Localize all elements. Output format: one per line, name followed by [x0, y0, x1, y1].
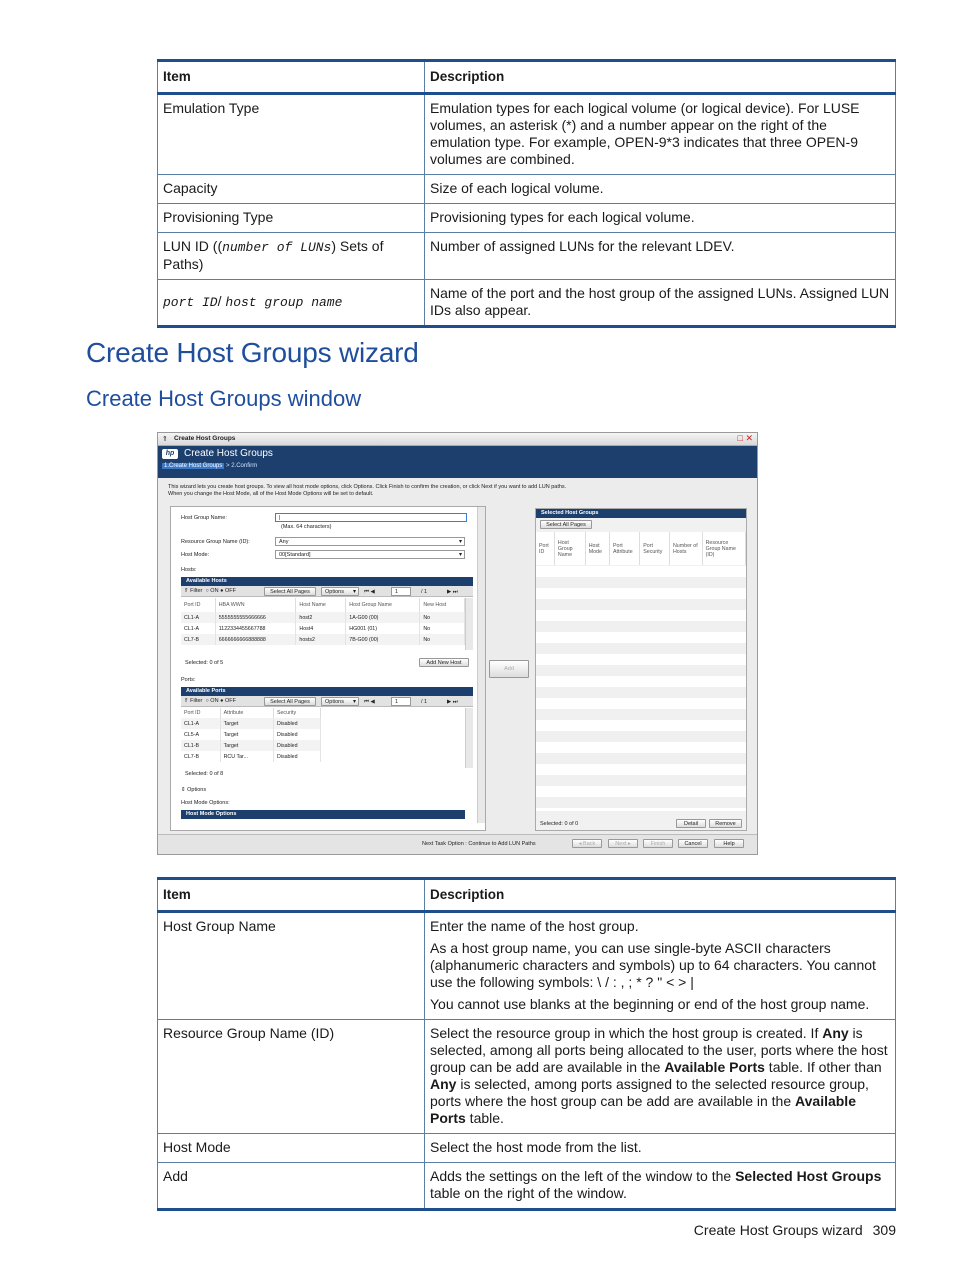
column-header[interactable]: Security	[273, 708, 320, 718]
page-count: / 1	[421, 699, 428, 705]
next-button[interactable]: Next ▸	[608, 839, 638, 848]
ports-label: Ports:	[181, 677, 196, 683]
table-row	[158, 94, 896, 175]
pager-first-prev-icon[interactable]: ⏮ ◀	[364, 699, 375, 705]
table-row[interactable]	[181, 751, 321, 762]
options-button[interactable]: Options ▾	[321, 587, 359, 596]
item-code: host group name	[225, 295, 343, 310]
column-header[interactable]: Host Group Name	[554, 532, 585, 565]
item-cell	[158, 280, 425, 327]
page-footer	[684, 1222, 896, 1238]
window-title: Create Host Groups	[174, 435, 236, 442]
table-row[interactable]	[181, 634, 465, 645]
table-row	[158, 175, 896, 204]
column-header[interactable]: Resource Group Name (ID)	[702, 532, 745, 565]
detail-button[interactable]: Detail	[676, 819, 706, 828]
host-mode-label: Host Mode:	[181, 552, 210, 558]
text: is selected, among ports assigned to the selected resource group, ports where the host group can be add are available in the	[430, 1076, 869, 1109]
column-header[interactable]: Port ID	[181, 708, 220, 718]
window-items-table	[157, 877, 896, 1211]
col-header-description: Description	[425, 879, 896, 912]
max-chars-hint: (Max. 64 characters)	[281, 524, 332, 530]
text: Select the resource group in which the host group is created. If	[430, 1025, 823, 1041]
cell: 6666666666888888	[215, 634, 296, 645]
item-code: number of LUNs	[222, 240, 332, 255]
page-input[interactable]: 1	[391, 587, 411, 596]
item-text: /	[217, 293, 226, 309]
cell: Target	[220, 729, 273, 740]
screenshot-figure	[157, 432, 758, 855]
cell: 1122334455667788	[215, 623, 296, 634]
options-label: Options	[187, 787, 207, 793]
cell: Target	[220, 718, 273, 729]
ports-selected-count: Selected: 0 of 8	[185, 771, 224, 777]
description-cell: Provisioning types for each logical volume.	[425, 204, 896, 233]
description-paragraph: You cannot use blanks at the beginning or end of the host group name.	[430, 996, 870, 1012]
bold-term: Any	[430, 1076, 457, 1092]
table-row	[158, 1020, 896, 1134]
add-new-host-button[interactable]: Add New Host	[419, 658, 469, 667]
available-ports-bar: Available Ports	[181, 687, 473, 696]
item-text: LUN ID ((	[163, 238, 223, 254]
item-cell: Resource Group Name (ID)	[158, 1020, 425, 1134]
remove-button[interactable]: Remove	[709, 819, 742, 828]
section-heading: Create Host Groups wizard	[86, 337, 419, 368]
window-titlebar	[158, 433, 757, 446]
item-cell: Add	[158, 1163, 425, 1210]
col-header-item: Item	[158, 61, 425, 94]
item-cell: Provisioning Type	[158, 204, 425, 233]
hosts-selected-count: Selected: 0 of 5	[185, 660, 224, 666]
host-group-name-input[interactable]: |	[275, 513, 467, 522]
select-all-pages-button[interactable]: Select All Pages	[264, 587, 316, 596]
hosts-scrollbar[interactable]	[465, 598, 473, 650]
pager-first-prev-icon[interactable]: ⏮ ◀	[364, 589, 375, 595]
cell: 7B-G00 (00)	[346, 634, 420, 645]
description-cell	[425, 912, 896, 1020]
bold-term: Available Ports	[664, 1059, 765, 1075]
radio-off-icon[interactable]: ●	[220, 588, 224, 594]
window-controls-icon[interactable]: □ ✕	[737, 433, 753, 443]
selected-host-groups-panel	[535, 508, 747, 831]
finish-button[interactable]: Finish	[643, 839, 673, 848]
table-row[interactable]	[181, 623, 465, 634]
description-cell	[425, 1163, 896, 1210]
available-hosts-table	[181, 598, 465, 645]
text: table.	[465, 1110, 504, 1126]
cell: CL7-B	[181, 634, 215, 645]
cell: RCU Tar...	[220, 751, 273, 762]
radio-on-icon[interactable]: ○	[205, 698, 209, 704]
cell: Disabled	[273, 729, 320, 740]
filter-on: ON	[210, 588, 219, 594]
description-line: This wizard lets you create host groups. To view all host mode options, click Options. Click Finish to confirm the creation, or click Next if you want to add LUN paths.	[168, 484, 567, 490]
item-code: port ID	[163, 295, 218, 310]
left-panel	[170, 506, 486, 831]
description-paragraph: Enter the name of the host group.	[430, 918, 639, 934]
column-header[interactable]: Number of Hosts	[669, 532, 702, 565]
step-separator: >	[226, 463, 230, 469]
cell: 5555555555666666	[215, 612, 296, 623]
host-group-name-label: Host Group Name:	[181, 515, 227, 521]
text: Adds the settings on the left of the window to the	[430, 1168, 736, 1184]
table-row	[158, 1134, 896, 1163]
cell: Disabled	[273, 740, 320, 751]
wizard-footer	[158, 834, 757, 854]
filter-off: OFF	[224, 698, 236, 704]
wizard-title: Create Host Groups	[184, 448, 273, 459]
pager-next-last-icon[interactable]: ▶ ⏭	[447, 699, 458, 705]
step-confirm[interactable]: 2.Confirm	[231, 463, 258, 469]
table-row	[158, 280, 896, 327]
item-cell	[158, 233, 425, 280]
item-cell: Host Mode	[158, 1134, 425, 1163]
column-header[interactable]: HBA WWN	[215, 598, 296, 612]
page-number: 309	[872, 1222, 896, 1238]
radio-on-icon[interactable]: ○	[205, 588, 209, 594]
cell: host2	[296, 612, 346, 623]
col-header-description: Description	[425, 61, 896, 94]
pager-next-last-icon[interactable]: ▶ ⏭	[447, 589, 458, 595]
filter-off: OFF	[224, 588, 236, 594]
help-button[interactable]: Help	[714, 839, 744, 848]
text: table. If other than	[764, 1059, 882, 1075]
item-cell: Host Group Name	[158, 912, 425, 1020]
filter-label[interactable]: Filter	[190, 588, 203, 594]
resource-group-select[interactable]: Any ▾	[275, 537, 465, 546]
subsection-heading: Create Host Groups window	[86, 386, 362, 411]
selected-host-groups-bar: Selected Host Groups	[536, 509, 746, 518]
back-button[interactable]: ◂ Back	[572, 839, 602, 848]
selected-count: Selected: 0 of 0	[540, 821, 579, 827]
host-mode-options-bar: Host Mode Options	[181, 810, 465, 819]
cancel-button[interactable]: Cancel	[678, 839, 708, 848]
column-header[interactable]: Port Security	[640, 532, 670, 565]
bold-term: Selected Host Groups	[735, 1168, 882, 1184]
column-header[interactable]: Host Mode	[585, 532, 609, 565]
cell: Host4	[296, 623, 346, 634]
column-header[interactable]: Host Name	[296, 598, 346, 612]
cell: No	[420, 634, 465, 645]
cell: No	[420, 612, 465, 623]
text: table on the right of the window.	[430, 1185, 627, 1201]
step-current[interactable]: 1.Create Host Groups	[164, 463, 223, 469]
column-header[interactable]: Attribute	[220, 708, 273, 718]
select-all-pages-button[interactable]: Select All Pages	[540, 520, 592, 529]
host-mode-options-label: Host Mode Options:	[181, 800, 230, 806]
column-header[interactable]: Port ID	[181, 598, 215, 612]
hosts-label: Hosts:	[181, 567, 197, 573]
cell: 1A-G00 (00)	[346, 612, 420, 623]
column-header[interactable]: Host Group Name	[346, 598, 420, 612]
page-input[interactable]: 1	[391, 697, 411, 706]
column-header[interactable]: New Host	[420, 598, 465, 612]
add-button[interactable]: Add	[489, 660, 529, 678]
text: is selected, among all ports being allocated to the user, ports where the host group can be add are available in the	[430, 1025, 888, 1075]
table-row[interactable]	[181, 729, 321, 740]
description-cell: Select the host mode from the list.	[425, 1134, 896, 1163]
cell: Target	[220, 740, 273, 751]
description-line: When you change the Host Mode, all of the Host Mode Options will be set to default.	[168, 491, 374, 497]
cell: CL1-A	[181, 612, 215, 623]
cell: CL1-B	[181, 740, 220, 751]
table-row	[158, 1163, 896, 1210]
bold-term: Any	[822, 1025, 849, 1041]
description-cell: Number of assigned LUNs for the relevant LDEV.	[425, 233, 896, 280]
available-ports-table	[181, 708, 321, 762]
left-panel-scrollbar[interactable]	[477, 507, 485, 823]
options-toggle[interactable]: ⇕ Options	[181, 787, 207, 793]
cell: CL5-A	[181, 729, 220, 740]
collapse-icon[interactable]: ⇑	[162, 436, 168, 443]
description-cell: Emulation types for each logical volume (or logical device). For LUSE volumes, an asterisk (*) and a number appear on the right of the emulation type. For example, OPEN-9*3 indicates that three OPEN-9 volumes are combined.	[425, 94, 896, 175]
column-header[interactable]: Port ID	[536, 532, 554, 565]
cell: CL1-A	[181, 623, 215, 634]
ports-scrollbar[interactable]	[465, 708, 473, 768]
description-cell: Size of each logical volume.	[425, 175, 896, 204]
table-row[interactable]	[181, 612, 465, 623]
description-paragraph: As a host group name, you can use single-byte ASCII characters (alphanumeric characters and symbols) up to 64 characters. You cannot use the following symbols: \ / : , ; * ? " < > |	[430, 940, 876, 990]
empty-rows	[536, 566, 746, 811]
select-all-pages-button[interactable]: Select All Pages	[264, 697, 316, 706]
table-row	[158, 204, 896, 233]
item-cell: Capacity	[158, 175, 425, 204]
item-cell: Emulation Type	[158, 94, 425, 175]
cell: Disabled	[273, 751, 320, 762]
footer-title: Create Host Groups wizard	[693, 1222, 863, 1238]
selected-host-groups-table	[536, 532, 746, 565]
table-row[interactable]	[181, 718, 321, 729]
wizard-steps	[162, 463, 257, 469]
item-text: ) Sets of Paths)	[163, 238, 384, 272]
cell: HG001 (01)	[346, 623, 420, 634]
cell: CL1-A	[181, 718, 220, 729]
table-row[interactable]	[181, 740, 321, 751]
page-count: / 1	[421, 589, 428, 595]
hp-logo-icon: hp	[162, 449, 178, 459]
filter-icon[interactable]: ⇑	[184, 698, 189, 704]
available-hosts-bar: Available Hosts	[181, 577, 473, 586]
filter-on: ON	[210, 698, 219, 704]
description-cell	[425, 1020, 896, 1134]
table-row	[158, 912, 896, 1020]
filter-icon[interactable]: ⇑	[184, 588, 189, 594]
cell: CL7-B	[181, 751, 220, 762]
wizard-header	[158, 446, 757, 478]
next-task-option[interactable]: Next Task Option : Continue to Add LUN Paths	[422, 841, 536, 847]
col-header-item: Item	[158, 879, 425, 912]
options-button[interactable]: Options ▾	[321, 697, 359, 706]
wizard-description	[168, 484, 748, 498]
cell: No	[420, 623, 465, 634]
table-row	[158, 233, 896, 280]
bold-term: Available Ports	[430, 1093, 856, 1126]
attributes-table	[157, 59, 896, 328]
description-cell: Name of the port and the host group of the assigned LUNs. Assigned LUN IDs also appear.	[425, 280, 896, 327]
cell: hosts2	[296, 634, 346, 645]
resource-group-label: Resource Group Name (ID):	[181, 539, 250, 545]
radio-off-icon[interactable]: ●	[220, 698, 224, 704]
cell: Disabled	[273, 718, 320, 729]
host-mode-select[interactable]: 00[Standard] ▾	[275, 550, 465, 559]
column-header[interactable]: Port Attribute	[609, 532, 639, 565]
filter-label[interactable]: Filter	[190, 698, 203, 704]
